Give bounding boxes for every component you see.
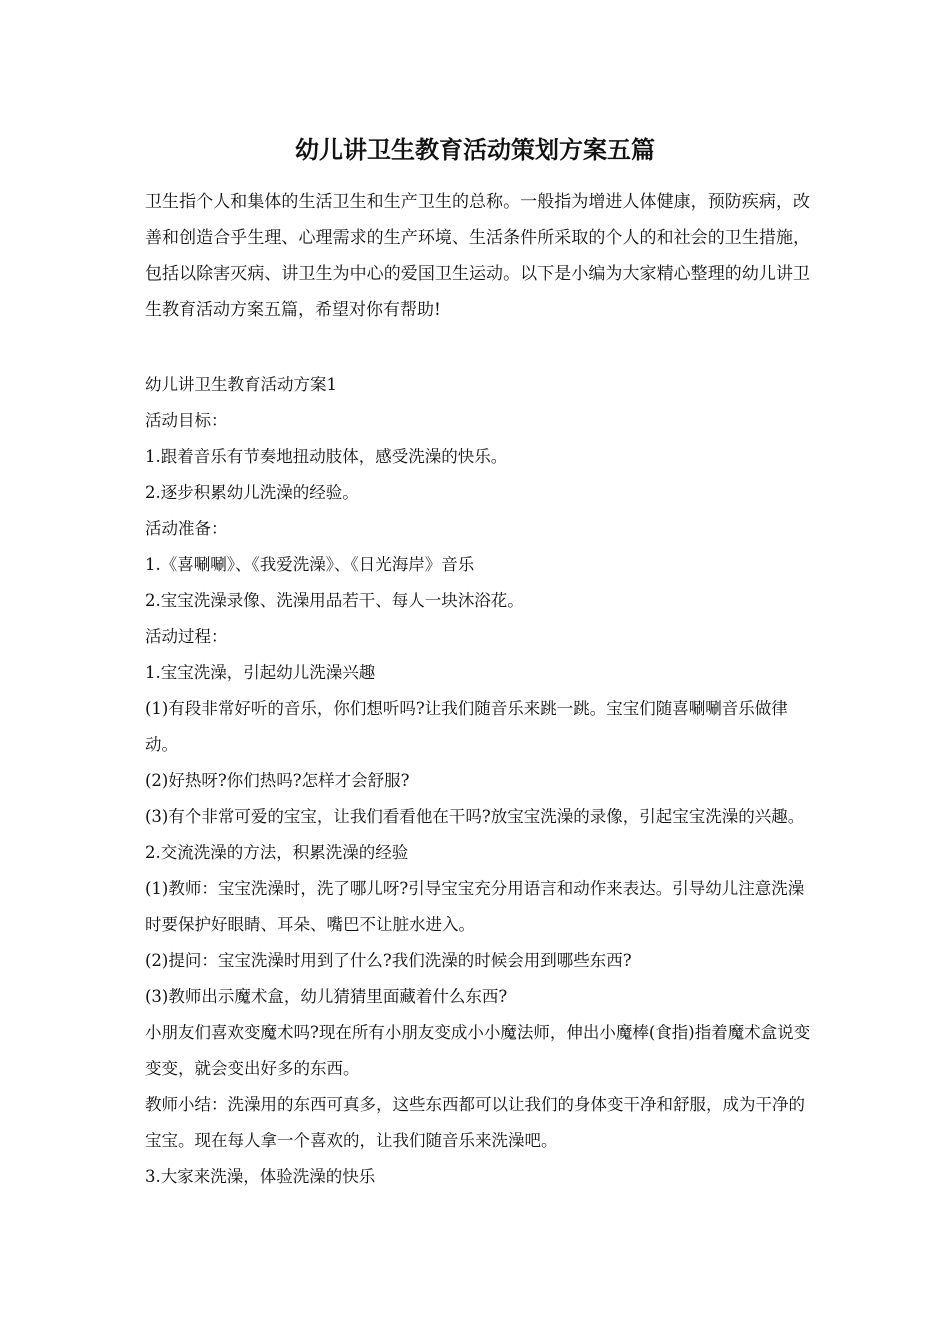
text-line: 2.逐步积累幼儿洗澡的经验。 bbox=[145, 483, 359, 502]
section-heading: 幼儿讲卫生教育活动方案1 bbox=[145, 375, 337, 394]
text-line: 教师小结：洗澡用的东西可真多，这些东西都可以让我们的身体变干净和舒服，成为干净的宝宝。现在每人拿一个喜欢的，让我们随音乐来洗澡吧。 bbox=[145, 1095, 805, 1150]
text-line: 1.宝宝洗澡，引起幼儿洗澡兴趣 bbox=[145, 663, 376, 682]
subheading-goals: 活动目标： bbox=[145, 411, 228, 430]
text-line: (3)有个非常可爱的宝宝，让我们看看他在干吗?放宝宝洗澡的录像，引起宝宝洗澡的兴趣。 bbox=[145, 807, 805, 826]
text-line: (2)提问：宝宝洗澡时用到了什么?我们洗澡的时候会用到哪些东西? bbox=[145, 951, 632, 970]
text-line: 小朋友们喜欢变魔术吗?现在所有小朋友变成小小魔法师，伸出小魔棒(食指)指着魔术盒说变变变，就会变出好多的东西。 bbox=[145, 1023, 811, 1078]
text-line: 2.宝宝洗澡录像、洗澡用品若干、每人一块沐浴花。 bbox=[145, 591, 524, 610]
subheading-process: 活动过程： bbox=[145, 627, 228, 646]
text-line: 3.大家来洗澡，体验洗澡的快乐 bbox=[145, 1167, 376, 1186]
text-line: 1.《喜唰唰》、《我爱洗澡》、《日光海岸》音乐 bbox=[145, 555, 475, 574]
text-line: 1.跟着音乐有节奏地扭动肢体，感受洗澡的快乐。 bbox=[145, 447, 508, 466]
subheading-preparation: 活动准备： bbox=[145, 519, 228, 538]
document-title: 幼儿讲卫生教育活动策划方案五篇 bbox=[295, 135, 655, 164]
text-line: (1)教师：宝宝洗澡时，洗了哪儿呀?引导宝宝充分用语言和动作来表达。引导幼儿注意洗澡时要保护好眼睛、耳朵、嘴巴不让脏水进入。 bbox=[145, 879, 805, 934]
text-line: (1)有段非常好听的音乐，你们想听吗?让我们随音乐来跳一跳。宝宝们随喜唰唰音乐做律动。 bbox=[145, 699, 788, 754]
intro-paragraph: 卫生指个人和集体的生活卫生和生产卫生的总称。一般指为增进人体健康，预防疾病，改善和创造合乎生理、心理需求的生产环境、生活条件所采取的个人的和社会的卫生措施，包括以除害灭病、讲卫生为中心的爱国卫生运动。以下是小编为大家精心整理的幼儿讲卫生教育活动方案五篇，希望对你有帮助! bbox=[145, 192, 810, 320]
text-line: (3)教师出示魔术盒，幼儿猜猜里面藏着什么东西? bbox=[145, 987, 508, 1006]
text-line: 2.交流洗澡的方法，积累洗澡的经验 bbox=[145, 843, 409, 862]
text-line: (2)好热呀?你们热吗?怎样才会舒服? bbox=[145, 771, 410, 790]
document-body bbox=[145, 367, 813, 1195]
